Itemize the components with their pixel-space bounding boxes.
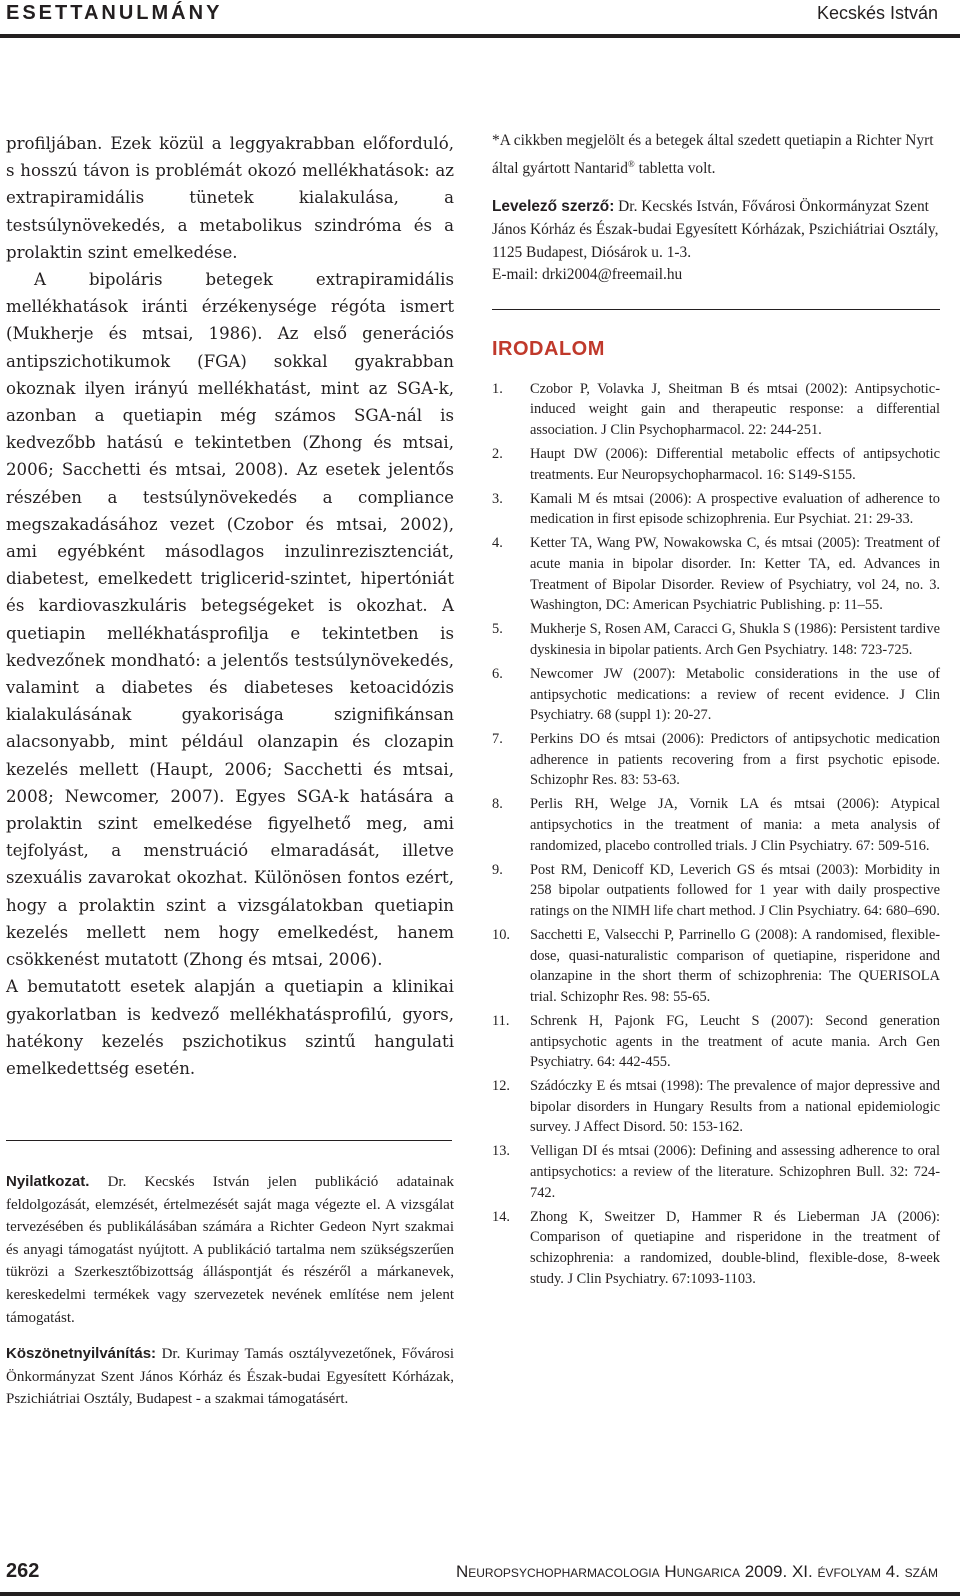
page-number: 262 [6, 1560, 40, 1582]
reference-item [492, 664, 940, 726]
reference-text: Ketter TA, Wang PW, Nowakowska C, és mtsai (2005): Treatment of acute mania in bipolar disorder. In: Ketter TA, ed. Advances in Treatment of Bipolar Disorder. Review of Psychiatry, vol 24, no. 3. Washington, DC: American Psychiatric Publishing. p: 11–55. [530, 535, 940, 614]
reference-item [492, 1076, 940, 1138]
declaration [6, 1171, 454, 1329]
reference-item [492, 1141, 940, 1203]
reference-text: Post RM, Denicoff KD, Leverich GS és mtsai (2003): Morbidity in 258 bipolar outpatients followed for 1 year with daily prospective ratings on the NIMH life chart method. J Clin Psychiatry. 64: 680–690. [530, 861, 940, 919]
reference-text: Zhong K, Sweitzer D, Hammer R és Lieberman JA (2006): Comparison of quetiapine and risperidone in the treatment of schizophrenia: a randomized, double-blind, flexible-dose, 8-week study. J Clin Psychiatry. 67:1093-1103. [530, 1208, 940, 1287]
reference-text: Perkins DO és mtsai (2006): Predictors of antipsychotic medication adherence in patients recovering from a first psychotic episode. Schizophr Res. 83: 53-63. [530, 731, 940, 789]
footnote-text: *A cikkben megjelölt és a betegek által szedett quetiapin a Richter Nyrt által gyártott Nantarid [492, 132, 934, 177]
reference-number: 5. [492, 621, 503, 638]
reference-text: Velligan DI és mtsai (2006): Defining and assessing adherence to oral antipsychotics: a review of the literature. Schizophren Bull. 32: 724-742. [530, 1143, 940, 1201]
declaration-text: Dr. Kecskés István jelen publikáció adatainak feldolgozását, elemzését, értelmezését saját maga végezte el. A vizsgálat tervezésében és publikálásában számára a Richter Gedeon Nyrt szakmai és anyagi támogatást nyújtott. A publikáció tartalma nem szükségszerűen tükrözi a Szerkesztőbizottság álláspontját és részéről a márkanevek, kereskedelmi termékek vagy szervezetek nevének említése nem jelent támogatást. [6, 1174, 454, 1326]
reference-number: 9. [492, 861, 503, 878]
body-text [6, 130, 454, 1082]
reference-list [492, 379, 940, 1289]
notes-divider [6, 1140, 452, 1141]
reference-item [492, 925, 940, 1007]
running-header [0, 0, 960, 38]
reference-item [492, 533, 940, 615]
registered-mark: ® [627, 158, 635, 169]
reference-item [492, 1207, 940, 1289]
reference-item [492, 860, 940, 922]
left-column [6, 130, 454, 1411]
reference-item [492, 794, 940, 856]
conclusion-paragraph: A bemutatott esetek alapján a quetiapin a klinikai gyakorlatban is kedvező mellékhatásprofilú, gyors, hatékony kezelés pszichotikus szintű hangulati emelkedettség esetén. [6, 977, 454, 1078]
reference-text: Szádóczky E és mtsai (1998): The prevalence of major depressive and bipolar disorders in Hungary Results from a national epidemiologic survey. J Affect Disord. 50: 153-162. [530, 1078, 940, 1136]
paragraph-2: A bipoláris betegek extrapiramidális mellékhatások iránti érzékenysége régóta ismert (Mukherje és mtsai, 1986). Az első generációs antipszichotikumok (FGA) sokkal gyakrabban okoznak ilyen irányú mellékhatást, mint az SGA-k, azonban a quetiapin még számos SGA-nál is kedvezőbb hatású e tekintetben (Zhong és mtsai, 2006; Sacchetti és mtsai, 2008). Az esetek jelentős részében a testsúlynövekedés a compliance megszakadásához vezet (Czobor és mtsai, 2002), ami egyébként másodlagos inzulinrezisztenciát, diabetest, emelkedett triglicerid-szintet, hipertóniát és kardiovaszkuláris betegségeket is okozhat. A quetiapin mellékhatásprofilja e tekintetben is kedvezőnek mondható: a jelentős testsúlynövekedés, valamint a diabetes és diabeteses ketoacidózis kialakulásának gyakorisága szignifikánsan alacsonyabb, mint például olanzapin és clozapin kezelés mellett (Haupt, 2006; Sacchetti és mtsai, 2008; Newcomer, 2007). Egyes SGA-k hatására a prolaktin szint emelkedése figyelhető meg, ami tejfolyást, a menstruáció elmaradását, illetve szexuális zavarokat okozhat. Különösen fontos ezért, hogy a prolaktin szint a vizsgálatokban quetiapin kezelés mellett nem hogy emelkedést, hanem csökkenést mutatott (Zhong és mtsai, 2006). [6, 270, 454, 970]
reference-item [492, 619, 940, 660]
reference-number: 14. [492, 1208, 510, 1225]
declaration-label: Nyilatkozat. [6, 1173, 90, 1191]
reference-text: Perlis RH, Welge JA, Vornik LA és mtsai (2006): Atypical antipsychotics in the treatment of mania: a meta analysis of randomized, placebo controlled trials. J Clin Psychiatry. 67: 509-516. [530, 796, 940, 854]
journal-name: Neuropsychopharmacologia Hungarica 2009. XI. évfolyam 4. szám [455, 1562, 938, 1581]
acknowledgement [6, 1343, 454, 1411]
reference-text: Sacchetti E, Valsecchi P, Parrinello G (2008): A randomised, flexible-dose, quasi-naturalistic comparison of quetiapine, risperidone and olanzapine in the short therm of schizophrenia: The QUERISOLA trial. Schizophr Res. 98: 55-65. [530, 927, 940, 1005]
running-footer [0, 1558, 960, 1596]
references-divider [492, 309, 940, 310]
notes [6, 1171, 454, 1411]
reference-number: 6. [492, 665, 503, 682]
reference-number: 2. [492, 445, 503, 462]
acknowledgement-text: Dr. Kurimay Tamás osztályvezetőnek, Fővárosi Önkormányzat Szent János Kórház és Észak-budai Egyesített Kórházak, Pszichiátriai Osztály, Budapest - a szakmai támogatásért. [6, 1346, 454, 1408]
paragraph-1: profiljában. Ezek közül a leggyakrabban előforduló, s hosszú távon is problémát okozó mellékhatások: az extrapiramidális tünetek kialakulása, a testsúlynövekedés, a metabolikus szindróma és a prolaktin szint emelkedése. [6, 134, 454, 262]
section-title: ESETTANULMÁNY [6, 2, 223, 24]
reference-number: 1. [492, 380, 503, 397]
reference-number: 7. [492, 731, 503, 748]
reference-text: Kamali M és mtsai (2006): A prospective evaluation of adherence to medication in first episode schizophrenia. Eur Psychiat. 21: 29-33. [530, 490, 940, 528]
reference-text: Newcomer JW (2007): Metabolic considerations in the use of antipsychotic medications: a review of recent evidence. J Clin Psychiatry. 68 (suppl 1): 20-27. [530, 665, 940, 724]
correspondence-email: E-mail: drki2004@freemail.hu [492, 266, 683, 284]
references-title: IRODALOM [492, 337, 605, 360]
correspondence-label: Levelező szerző: [492, 198, 615, 216]
reference-number: 4. [492, 535, 503, 552]
reference-number: 13. [492, 1143, 510, 1160]
reference-number: 10. [492, 927, 510, 944]
acknowledgement-label: Köszönetnyilvánítás: [6, 1345, 157, 1363]
reference-item [492, 1011, 940, 1073]
header-author: Kecskés István [816, 3, 938, 23]
reference-item [492, 729, 940, 791]
reference-number: 8. [492, 796, 503, 813]
reference-text: Schrenk H, Pajonk FG, Leucht S (2007): Second generation antipsychotic agents in the treatment of acute mania. Arch Gen Psychiatry. 64: 442-455. [530, 1012, 940, 1071]
reference-number: 3. [492, 490, 503, 507]
reference-text: Haupt DW (2006): Differential metabolic effects of antipsychotic treatments. Eur Neuropsychopharmacol. 16: S149-S155. [530, 445, 940, 483]
correspondence-address [492, 196, 940, 264]
product-footnote [492, 130, 940, 180]
reference-item [492, 489, 940, 530]
reference-number: 12. [492, 1078, 510, 1095]
reference-item [492, 444, 940, 485]
right-column [492, 130, 940, 1293]
footnote-end: tabletta volt. [634, 159, 716, 177]
correspondence [492, 196, 940, 286]
reference-number: 11. [492, 1012, 510, 1029]
reference-item [492, 379, 940, 441]
correspondence-text: Dr. Kecskés István, Fővárosi Önkormányzat Szent János Kórház és Észak-budai Egyesített Kórházak, Pszichiátriai Osztály, 1125 Budapest, Diósárok u. 1-3. [492, 198, 939, 261]
reference-text: Czobor P, Volavka J, Sheitman B és mtsai (2002): Antipsychotic-induced weight gain and therapeutic response: a differential association. J Clin Psychopharmacol. 22: 244-251. [530, 380, 940, 438]
reference-text: Mukherje S, Rosen AM, Caracci G, Shukla S (1986): Persistent tardive dyskinesia in bipolar patients. Arch Gen Psychiatry. 148: 723-725. [530, 621, 940, 658]
